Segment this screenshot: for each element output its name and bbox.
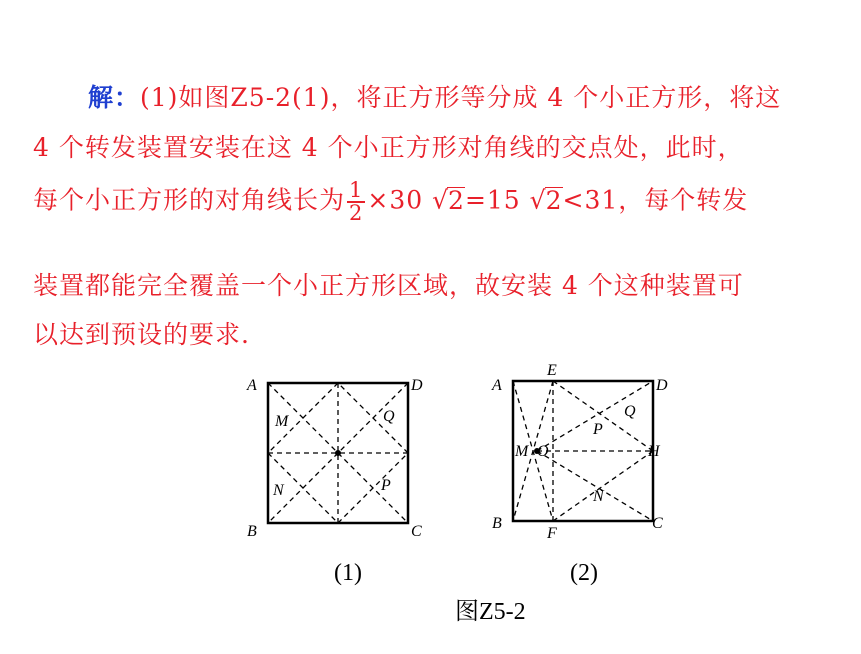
figure-2-sublabel: (2) [570, 560, 598, 586]
solution-text-2: 4 个转发装置安装在这 4 个小正方形对角线的交点处，此时， [33, 133, 744, 162]
solution-text-3b: ×30 [367, 185, 433, 215]
solution-text-1: (1)如图Z5-2(1)，将正方形等分成 4 个小正方形，将这 [140, 83, 782, 112]
fraction-denominator: 2 [349, 201, 364, 225]
figure-1-diagram [240, 370, 430, 545]
fig1-label-b: B [247, 523, 257, 540]
solution-text-5: 以达到预设的要求. [33, 320, 250, 349]
fig1-label-m: M [275, 413, 289, 430]
fig1-label-p: P [381, 477, 391, 494]
solve-label: 解： [88, 83, 141, 112]
fig2-label-d: D [656, 377, 668, 394]
fig1-label-a: A [247, 377, 257, 394]
fig2-label-a: A [492, 377, 502, 394]
fig2-label-m: M [515, 443, 529, 460]
fig2-label-f: F [547, 525, 557, 542]
fraction-numerator: 1 [349, 178, 364, 202]
fig1-label-c: C [411, 523, 422, 540]
fig2-label-n: N [593, 488, 604, 505]
fig1-label-q: Q [383, 408, 395, 425]
figure-2-diagram [485, 360, 685, 545]
figure-caption: 图Z5-2 [455, 599, 526, 625]
fig2-label-e: E [547, 362, 557, 379]
solution-line-3: 每个小正方形的对角线长为 $\frac{1}{2}$ ×30 √2=15 √2<31，每个转发 [33, 178, 749, 225]
sqrt-radicand-2: 2 [545, 185, 563, 215]
fig2-label-b: B [492, 515, 502, 532]
fig2-label-h: H [648, 443, 660, 460]
fig2-label-c: C [652, 515, 663, 532]
solution-line-4 [33, 266, 744, 302]
fraction-one-half [347, 180, 365, 224]
solution-text-3d: <31，每个转发 [562, 185, 749, 215]
sqrt-radicand-1: 2 [448, 185, 465, 215]
fig2-label-o: O [537, 443, 549, 460]
solution-line-2 [33, 128, 744, 164]
solution-text-3a: 每个小正方形的对角线长为 [33, 185, 346, 215]
fig1-label-d: D [411, 377, 423, 394]
fig2-label-p: P [593, 421, 603, 438]
figure-1-sublabel: (1) [334, 560, 362, 586]
solution-line-1 [88, 78, 781, 114]
fig1-label-n: N [273, 482, 284, 499]
solution-text-4: 装置都能完全覆盖一个小正方形区域，故安装 4 个这种装置可 [33, 271, 744, 300]
fig2-label-q: Q [624, 403, 636, 420]
solution-text-3c: =15 [464, 185, 530, 215]
solution-line-5 [33, 315, 250, 351]
